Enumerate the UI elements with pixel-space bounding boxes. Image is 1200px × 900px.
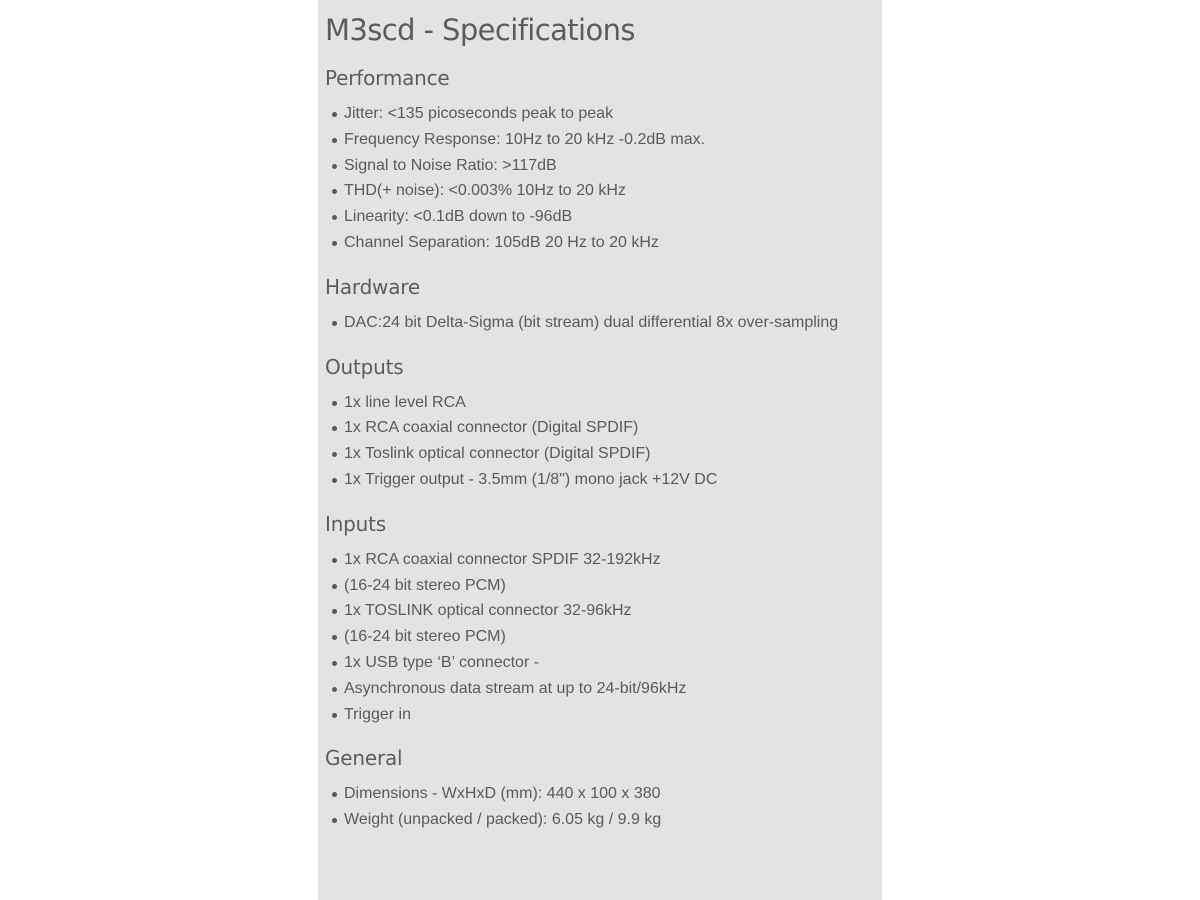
spec-item-text: Channel Separation: 105dB 20 Hz to 20 kHz — [344, 233, 659, 251]
spec-list-inputs — [325, 547, 882, 728]
bullet-icon — [332, 478, 337, 483]
spec-item-text: Dimensions - WxHxD (mm): 440 x 100 x 380 — [344, 785, 661, 803]
list-item — [325, 390, 882, 416]
bullet-icon — [332, 687, 337, 692]
spec-item-text: Trigger in — [344, 705, 411, 723]
bullet-icon — [332, 792, 337, 797]
bullet-icon — [332, 609, 337, 614]
page-title: M3scd - Specifications — [325, 13, 635, 47]
spec-item-text: DAC:24 bit Delta-Sigma (bit stream) dual differential 8x over-sampling — [344, 313, 839, 331]
bullet-icon — [332, 426, 337, 431]
spec-item-text: Weight (unpacked / packed): 6.05 kg / 9.9 kg — [344, 811, 662, 829]
spec-item-text: 1x USB type ‘B’ connector - — [344, 653, 540, 671]
bullet-icon — [332, 401, 337, 406]
spec-item-text: THD(+ noise): <0.003% 10Hz to 20 kHz — [344, 182, 626, 200]
list-item — [325, 204, 882, 230]
list-item — [325, 101, 882, 127]
spec-item-text: (16-24 bit stereo PCM) — [344, 576, 506, 594]
bullet-icon — [332, 189, 337, 194]
spec-item-text: (16-24 bit stereo PCM) — [344, 628, 506, 646]
bullet-icon — [332, 321, 337, 326]
spec-item-text: Jitter: <135 picoseconds peak to peak — [344, 105, 614, 122]
section-heading-outputs: Outputs — [325, 354, 404, 379]
bullet-icon — [332, 215, 337, 220]
list-item — [325, 441, 882, 467]
section-heading-performance: Performance — [325, 66, 450, 90]
spec-item-text: 1x Toslink optical connector (Digital SPDIF) — [344, 445, 651, 463]
list-item — [325, 467, 882, 493]
list-item — [325, 415, 882, 441]
list-item — [325, 676, 882, 702]
spec-item-text: Linearity: <0.1dB down to -96dB — [344, 208, 573, 226]
bullet-icon — [332, 635, 337, 640]
spec-list-general — [325, 781, 882, 833]
bullet-icon — [332, 661, 337, 666]
list-item — [325, 178, 882, 204]
section-heading-hardware: Hardware — [325, 274, 420, 299]
list-item — [325, 807, 882, 833]
bullet-icon — [332, 713, 337, 718]
spec-item-text: 1x Trigger output - 3.5mm (1/8") mono jack +12V DC — [344, 470, 718, 488]
section-heading-inputs: Inputs — [325, 511, 387, 536]
spec-list-performance — [325, 101, 882, 256]
bullet-icon — [332, 164, 337, 169]
spec-item-text: Asynchronous data stream at up to 24-bit/96kHz — [344, 679, 687, 697]
specifications-panel — [318, 0, 882, 900]
spec-list-outputs — [325, 390, 882, 493]
spec-item-text: 1x RCA coaxial connector SPDIF 32-192kHz — [344, 550, 661, 568]
list-item — [325, 547, 882, 573]
bullet-icon — [332, 818, 337, 823]
bullet-icon — [332, 558, 337, 563]
bullet-icon — [332, 138, 337, 143]
spec-item-text: Signal to Noise Ratio: >117dB — [344, 156, 557, 174]
list-item — [325, 624, 882, 650]
list-item — [325, 702, 882, 728]
bullet-icon — [332, 112, 337, 117]
bullet-icon — [332, 452, 337, 457]
spec-item-text: 1x RCA coaxial connector (Digital SPDIF) — [344, 419, 639, 437]
list-item — [325, 153, 882, 179]
list-item — [325, 230, 882, 256]
section-heading-general: General — [325, 746, 403, 771]
list-item — [325, 573, 882, 599]
list-item — [325, 650, 882, 676]
spec-item-text: 1x TOSLINK optical connector 32-96kHz — [344, 602, 632, 620]
list-item — [325, 781, 882, 807]
list-item — [325, 127, 882, 153]
bullet-icon — [332, 584, 337, 589]
spec-item-text: 1x line level RCA — [344, 393, 466, 411]
list-item — [325, 310, 882, 336]
spec-item-text: Frequency Response: 10Hz to 20 kHz -0.2dB max. — [344, 130, 706, 148]
bullet-icon — [332, 241, 337, 246]
list-item — [325, 598, 882, 624]
spec-list-hardware — [325, 310, 882, 336]
sections-container — [325, 65, 882, 833]
